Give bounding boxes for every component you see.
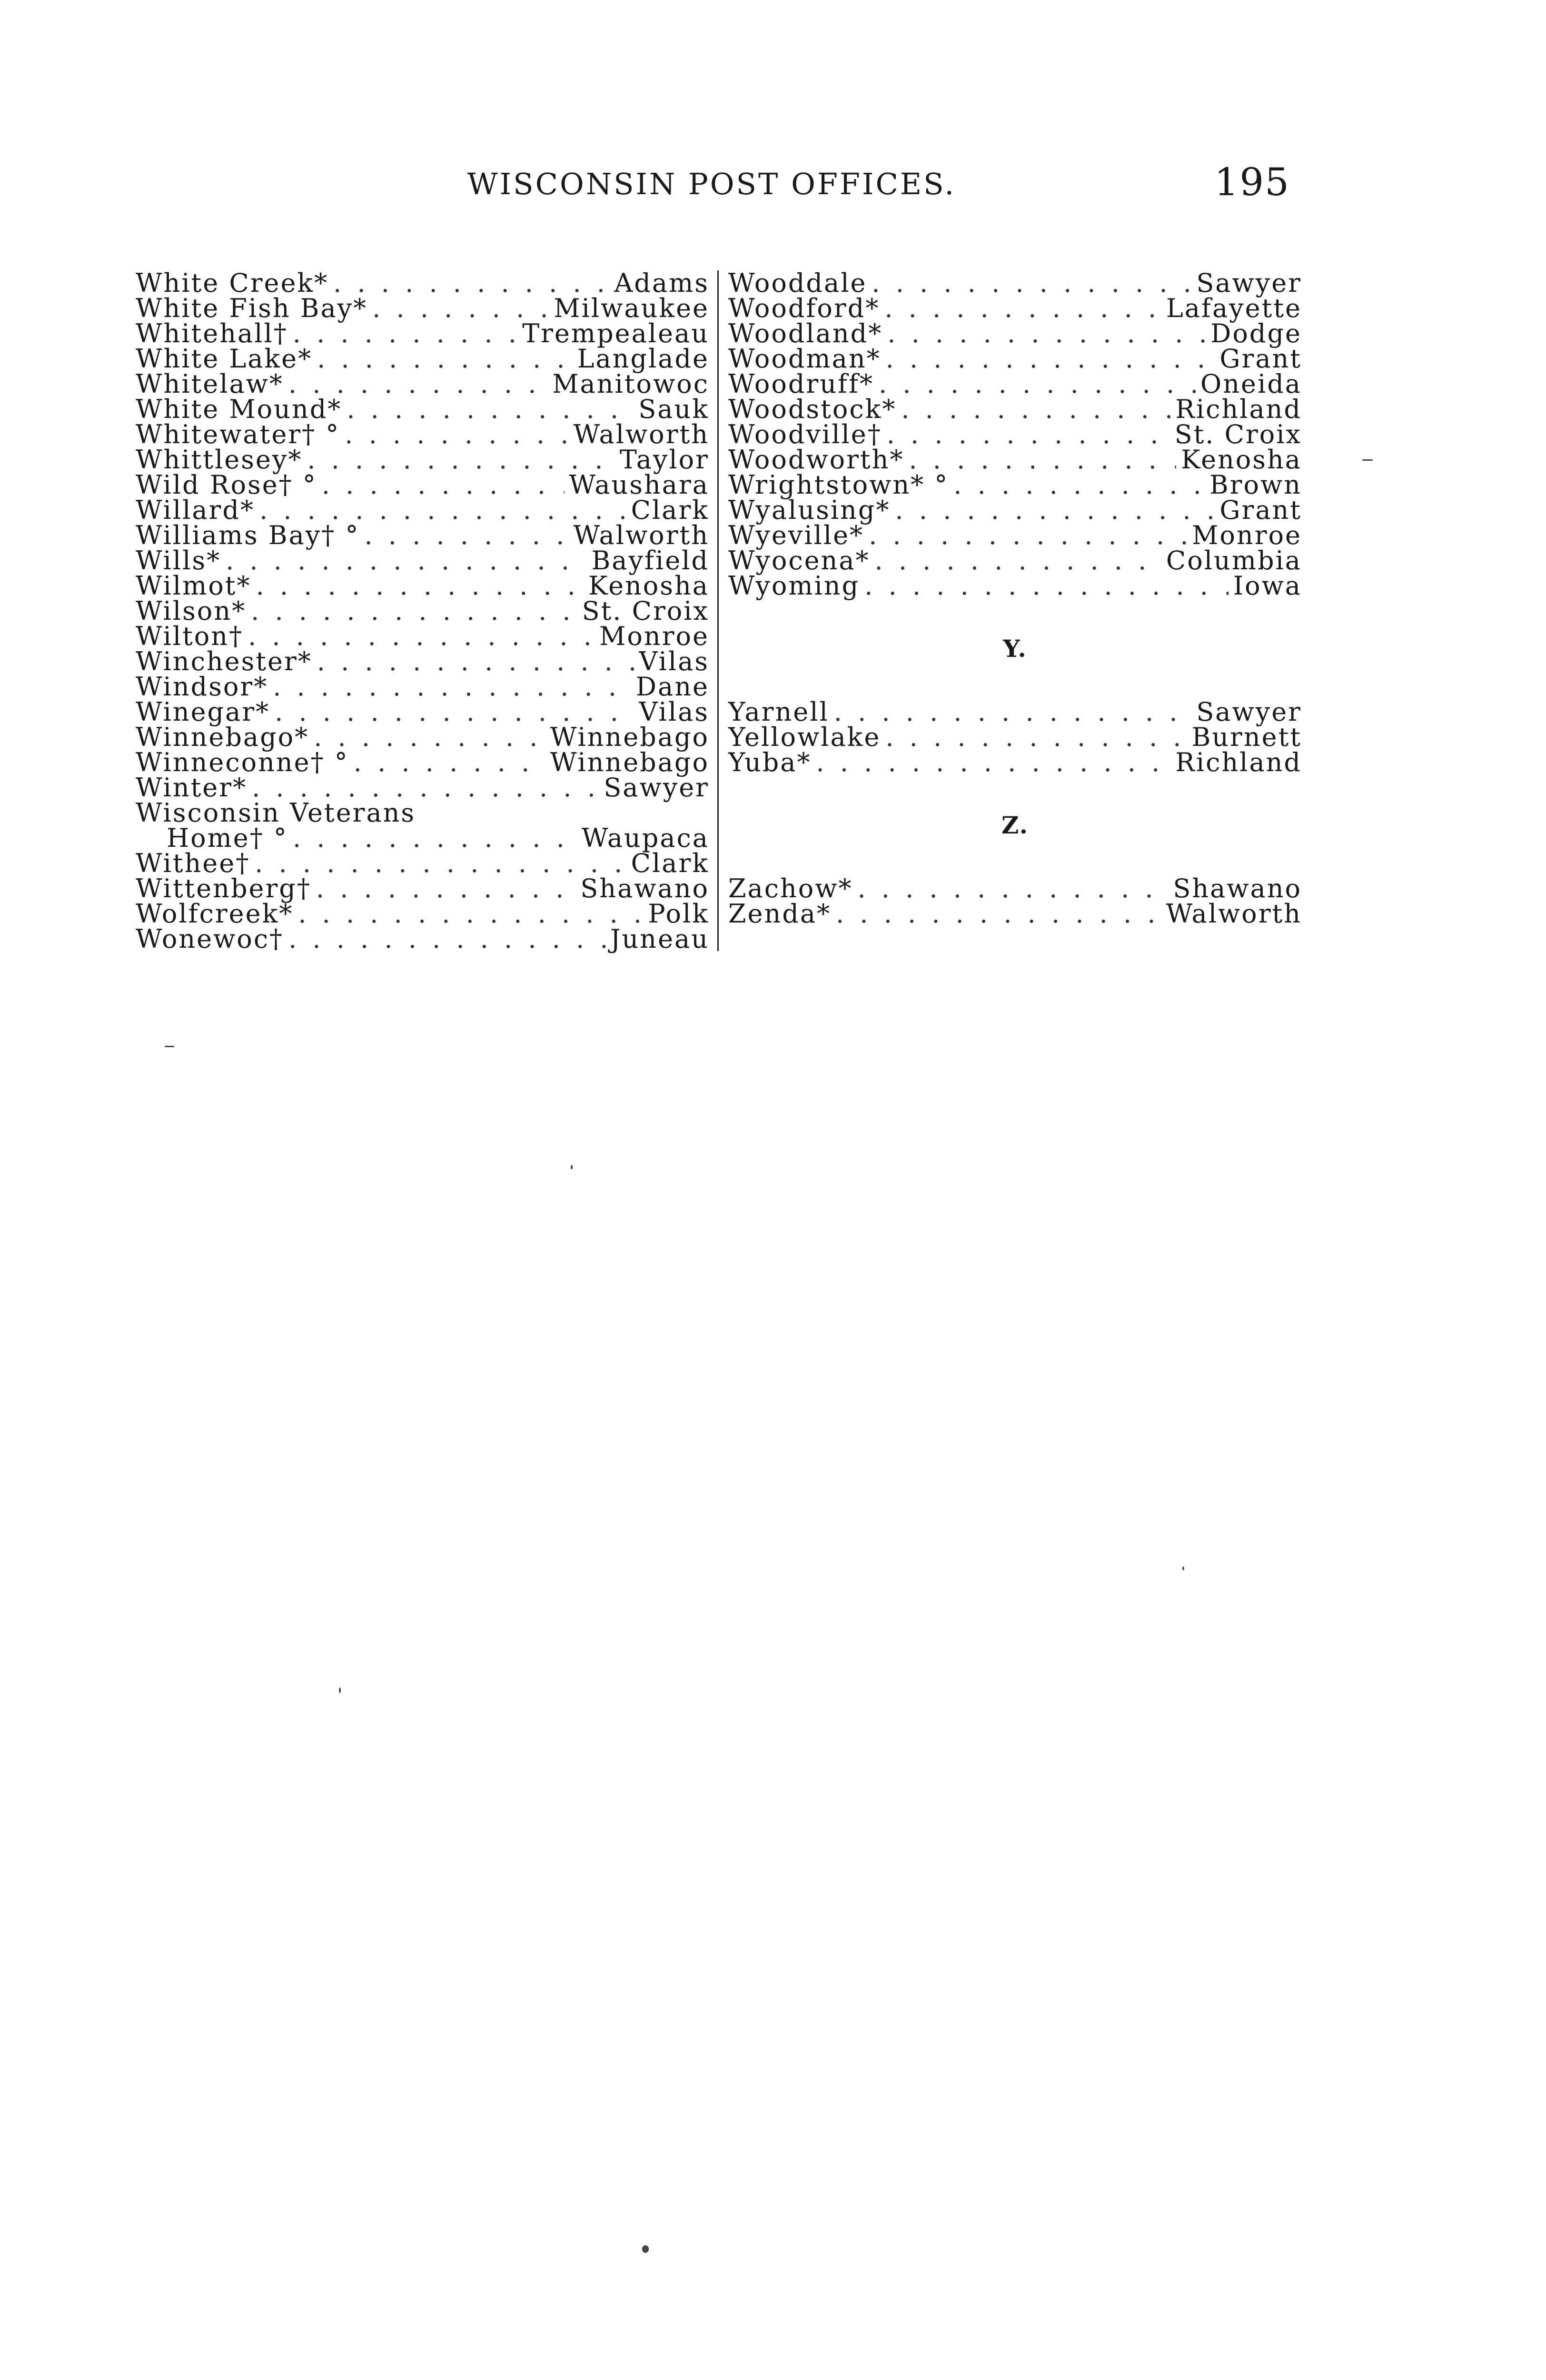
- dot-leader: [875, 548, 1161, 573]
- office-name: Woodworth*: [728, 445, 904, 475]
- county-name: Lafayette: [1166, 293, 1302, 323]
- running-title: WISCONSIN POST OFFICES.: [467, 167, 956, 201]
- dot-leader: [354, 750, 545, 775]
- scan-speck: [571, 1165, 573, 1170]
- dot-leader: [226, 548, 586, 573]
- office-name: Woodstock*: [728, 394, 897, 424]
- office-name: Williams Bay† °: [136, 520, 360, 550]
- list-item: [136, 773, 709, 803]
- office-name: Withee†: [136, 848, 250, 878]
- dot-leader: [251, 598, 577, 624]
- list-item: [728, 545, 1302, 575]
- dot-leader: [886, 346, 1215, 371]
- list-item: [728, 571, 1302, 601]
- list-item: [728, 697, 1302, 727]
- list-item: [136, 318, 709, 348]
- office-name: Yellowlake: [728, 722, 881, 752]
- office-name: Woodruff*: [728, 369, 874, 399]
- dot-leader: [316, 876, 575, 901]
- list-item: [728, 293, 1302, 323]
- office-name: Whitelaw*: [136, 369, 284, 399]
- list-item: [728, 371, 1302, 397]
- list-item: [728, 899, 1302, 929]
- dot-leader: [252, 775, 599, 800]
- list-item: [728, 419, 1302, 449]
- county-name: Juneau: [610, 924, 709, 954]
- scan-speck: [1362, 459, 1373, 461]
- list-item: [728, 344, 1302, 374]
- dot-leader: [259, 497, 626, 523]
- county-name: Waushara: [569, 470, 709, 500]
- county-name: St. Croix: [1174, 419, 1302, 449]
- list-item: [728, 520, 1302, 550]
- office-name: Home† °: [167, 823, 288, 853]
- list-item: [728, 270, 1302, 296]
- county-name: Shawano: [580, 873, 709, 903]
- left-entries-after: [136, 848, 709, 954]
- scan-speck: [1182, 1567, 1184, 1570]
- dot-leader: [901, 397, 1170, 422]
- dot-leader: [909, 447, 1176, 472]
- county-name: Waupaca: [582, 823, 709, 853]
- dot-leader: [298, 901, 643, 926]
- county-name: Winnebago: [550, 722, 709, 752]
- office-name: Winnebago*: [136, 722, 309, 752]
- county-name: Manitowoc: [552, 369, 709, 399]
- dot-leader: [345, 422, 568, 447]
- office-name: Zachow*: [728, 873, 853, 903]
- list-item: [136, 873, 709, 903]
- county-name: Clark: [631, 495, 709, 525]
- dot-leader: [887, 321, 1206, 346]
- office-name: Winchester*: [136, 646, 312, 676]
- county-name: Trempealeau: [522, 318, 709, 348]
- left-column: [136, 270, 709, 952]
- dot-leader: [836, 901, 1161, 926]
- list-item: [136, 545, 709, 575]
- dot-leader: [953, 472, 1205, 497]
- list-item: [136, 371, 709, 397]
- list-item: [136, 747, 709, 777]
- office-name: Yuba*: [728, 747, 812, 777]
- county-name: Sawyer: [1196, 697, 1302, 727]
- office-name: Wooddale: [728, 268, 867, 298]
- dot-leader: [864, 573, 1229, 598]
- list-item: [728, 497, 1302, 523]
- list-item: [728, 318, 1302, 348]
- county-name: Dodge: [1210, 318, 1302, 348]
- county-name: Monroe: [599, 621, 709, 651]
- office-name: Wills*: [136, 545, 221, 575]
- county-name: Taylor: [619, 445, 709, 475]
- dot-leader: [317, 346, 573, 371]
- dot-leader: [273, 674, 631, 699]
- office-name: Windsor*: [136, 672, 268, 702]
- office-name: White Lake*: [136, 344, 313, 374]
- county-name: Milwaukee: [554, 293, 709, 323]
- list-item: [728, 470, 1302, 500]
- county-name: Grant: [1219, 344, 1302, 374]
- list-item: [136, 926, 709, 952]
- dot-leader: [869, 523, 1187, 548]
- section-heading-y: Y.: [1003, 635, 1027, 663]
- list-item: [136, 697, 709, 727]
- dot-leader: [255, 851, 626, 876]
- dot-leader: [248, 624, 595, 649]
- list-item: [136, 293, 709, 323]
- county-name: Burnett: [1191, 722, 1302, 752]
- county-name: Adams: [614, 268, 709, 298]
- column-divider: [717, 270, 719, 951]
- page-header: [133, 160, 1290, 219]
- county-name: Clark: [631, 848, 709, 878]
- county-name: Richland: [1175, 394, 1302, 424]
- office-name: Wilton†: [136, 621, 244, 651]
- county-name: Iowa: [1233, 571, 1302, 601]
- county-name: Walworth: [573, 419, 709, 449]
- county-name: Vilas: [639, 646, 709, 676]
- list-item: [136, 848, 709, 878]
- office-name: Willard*: [136, 495, 255, 525]
- list-item-continued: Wisconsin Veterans: [136, 798, 416, 828]
- dot-leader: [288, 371, 547, 397]
- office-name: Wyocena*: [728, 545, 870, 575]
- list-item: [136, 344, 709, 374]
- office-name: Wild Rose† °: [136, 470, 317, 500]
- list-item: [136, 445, 709, 475]
- right-w-entries: [728, 268, 1302, 601]
- office-name: Wrightstown* °: [728, 470, 949, 500]
- office-name: Wyoming: [728, 571, 860, 601]
- county-name: Sauk: [638, 394, 709, 424]
- dot-leader: [885, 724, 1187, 750]
- office-name: Woodville†: [728, 419, 882, 449]
- county-name: Walworth: [573, 520, 709, 550]
- dot-leader: [895, 497, 1215, 523]
- page-number: 195: [1214, 160, 1290, 204]
- dot-leader: [317, 649, 634, 674]
- dot-leader: [857, 876, 1168, 901]
- office-name: Winegar*: [136, 697, 270, 727]
- county-name: Brown: [1209, 470, 1302, 500]
- county-name: Kenosha: [588, 571, 709, 601]
- county-name: Bayfield: [591, 545, 709, 575]
- list-item: [728, 394, 1302, 424]
- office-name: White Creek*: [136, 268, 329, 298]
- section-heading-z: Z.: [1001, 811, 1029, 839]
- dot-leader: [256, 573, 584, 598]
- office-name: Winneconne† °: [136, 747, 349, 777]
- dot-leader: [293, 825, 577, 851]
- county-name: Vilas: [639, 697, 709, 727]
- list-item: [136, 394, 709, 424]
- list-item: [136, 470, 709, 500]
- list-item: [136, 672, 709, 702]
- office-name: Wittenberg†: [136, 873, 311, 903]
- dot-leader: [816, 750, 1171, 775]
- dot-leader: [288, 926, 605, 952]
- county-name: Kenosha: [1181, 445, 1302, 475]
- office-name: Zenda*: [728, 899, 832, 929]
- left-entries: [136, 268, 709, 803]
- right-y-entries: [728, 699, 1302, 775]
- dot-leader: [307, 447, 615, 472]
- list-item: [136, 520, 709, 550]
- county-name: Sawyer: [1196, 268, 1302, 298]
- office-name: Wilson*: [136, 596, 247, 626]
- dot-leader: [872, 270, 1191, 296]
- office-name: Wolfcreek*: [136, 899, 294, 929]
- county-name: Monroe: [1192, 520, 1302, 550]
- dot-leader: [879, 371, 1196, 397]
- scan-speck: [339, 1687, 341, 1693]
- county-name: Shawano: [1173, 873, 1302, 903]
- list-item: [728, 873, 1302, 903]
- list-item: [136, 621, 709, 651]
- list-item: [136, 646, 709, 676]
- list-item: [136, 825, 709, 851]
- office-name: Woodland*: [728, 318, 883, 348]
- county-name: Grant: [1219, 495, 1302, 525]
- county-name: Polk: [648, 899, 709, 929]
- office-name: Winter*: [136, 773, 248, 803]
- post-office-listing: [136, 270, 1302, 961]
- dot-leader: [372, 296, 549, 321]
- list-item: [136, 419, 709, 449]
- dot-leader: [314, 724, 545, 750]
- county-name: Columbia: [1166, 545, 1302, 575]
- office-name: Wyeville*: [728, 520, 864, 550]
- list-item: [136, 571, 709, 601]
- county-name: Richland: [1175, 747, 1302, 777]
- county-name: Winnebago: [550, 747, 709, 777]
- office-name: White Mound*: [136, 394, 342, 424]
- list-item: [728, 445, 1302, 475]
- office-name: Woodman*: [728, 344, 881, 374]
- dot-leader: [293, 321, 517, 346]
- dot-leader: [364, 523, 568, 548]
- dot-leader: [887, 422, 1170, 447]
- list-item: [136, 598, 709, 624]
- list-item: [728, 724, 1302, 750]
- dot-leader: [884, 296, 1161, 321]
- county-name: St. Croix: [582, 596, 709, 626]
- office-name: Wonewoc†: [136, 924, 284, 954]
- list-item: [136, 724, 709, 750]
- list-item: [136, 899, 709, 929]
- office-name: Yarnell: [728, 697, 829, 727]
- scan-speck: [642, 2245, 649, 2253]
- office-name: Whitewater† °: [136, 419, 340, 449]
- dot-leader: [333, 270, 609, 296]
- list-item: [136, 270, 709, 296]
- office-name: Whittlesey*: [136, 445, 303, 475]
- county-name: Walworth: [1166, 899, 1302, 929]
- scan-speck: [165, 1046, 174, 1047]
- list-item: [136, 497, 709, 523]
- office-name: Whitehall†: [136, 318, 288, 348]
- dot-leader: [322, 472, 565, 497]
- dot-leader: [275, 699, 634, 724]
- dot-leader: [347, 397, 634, 422]
- county-name: Oneida: [1200, 369, 1302, 399]
- county-name: Dane: [635, 672, 709, 702]
- county-name: Langlade: [577, 344, 709, 374]
- office-name: Wyalusing*: [728, 495, 891, 525]
- right-z-entries: [728, 873, 1302, 929]
- list-item: [728, 747, 1302, 777]
- office-name: Wilmot*: [136, 571, 251, 601]
- right-column: [728, 268, 1302, 929]
- office-name: Woodford*: [728, 293, 880, 323]
- county-name: Sawyer: [604, 773, 709, 803]
- office-name: White Fish Bay*: [136, 293, 368, 323]
- dot-leader: [834, 699, 1192, 724]
